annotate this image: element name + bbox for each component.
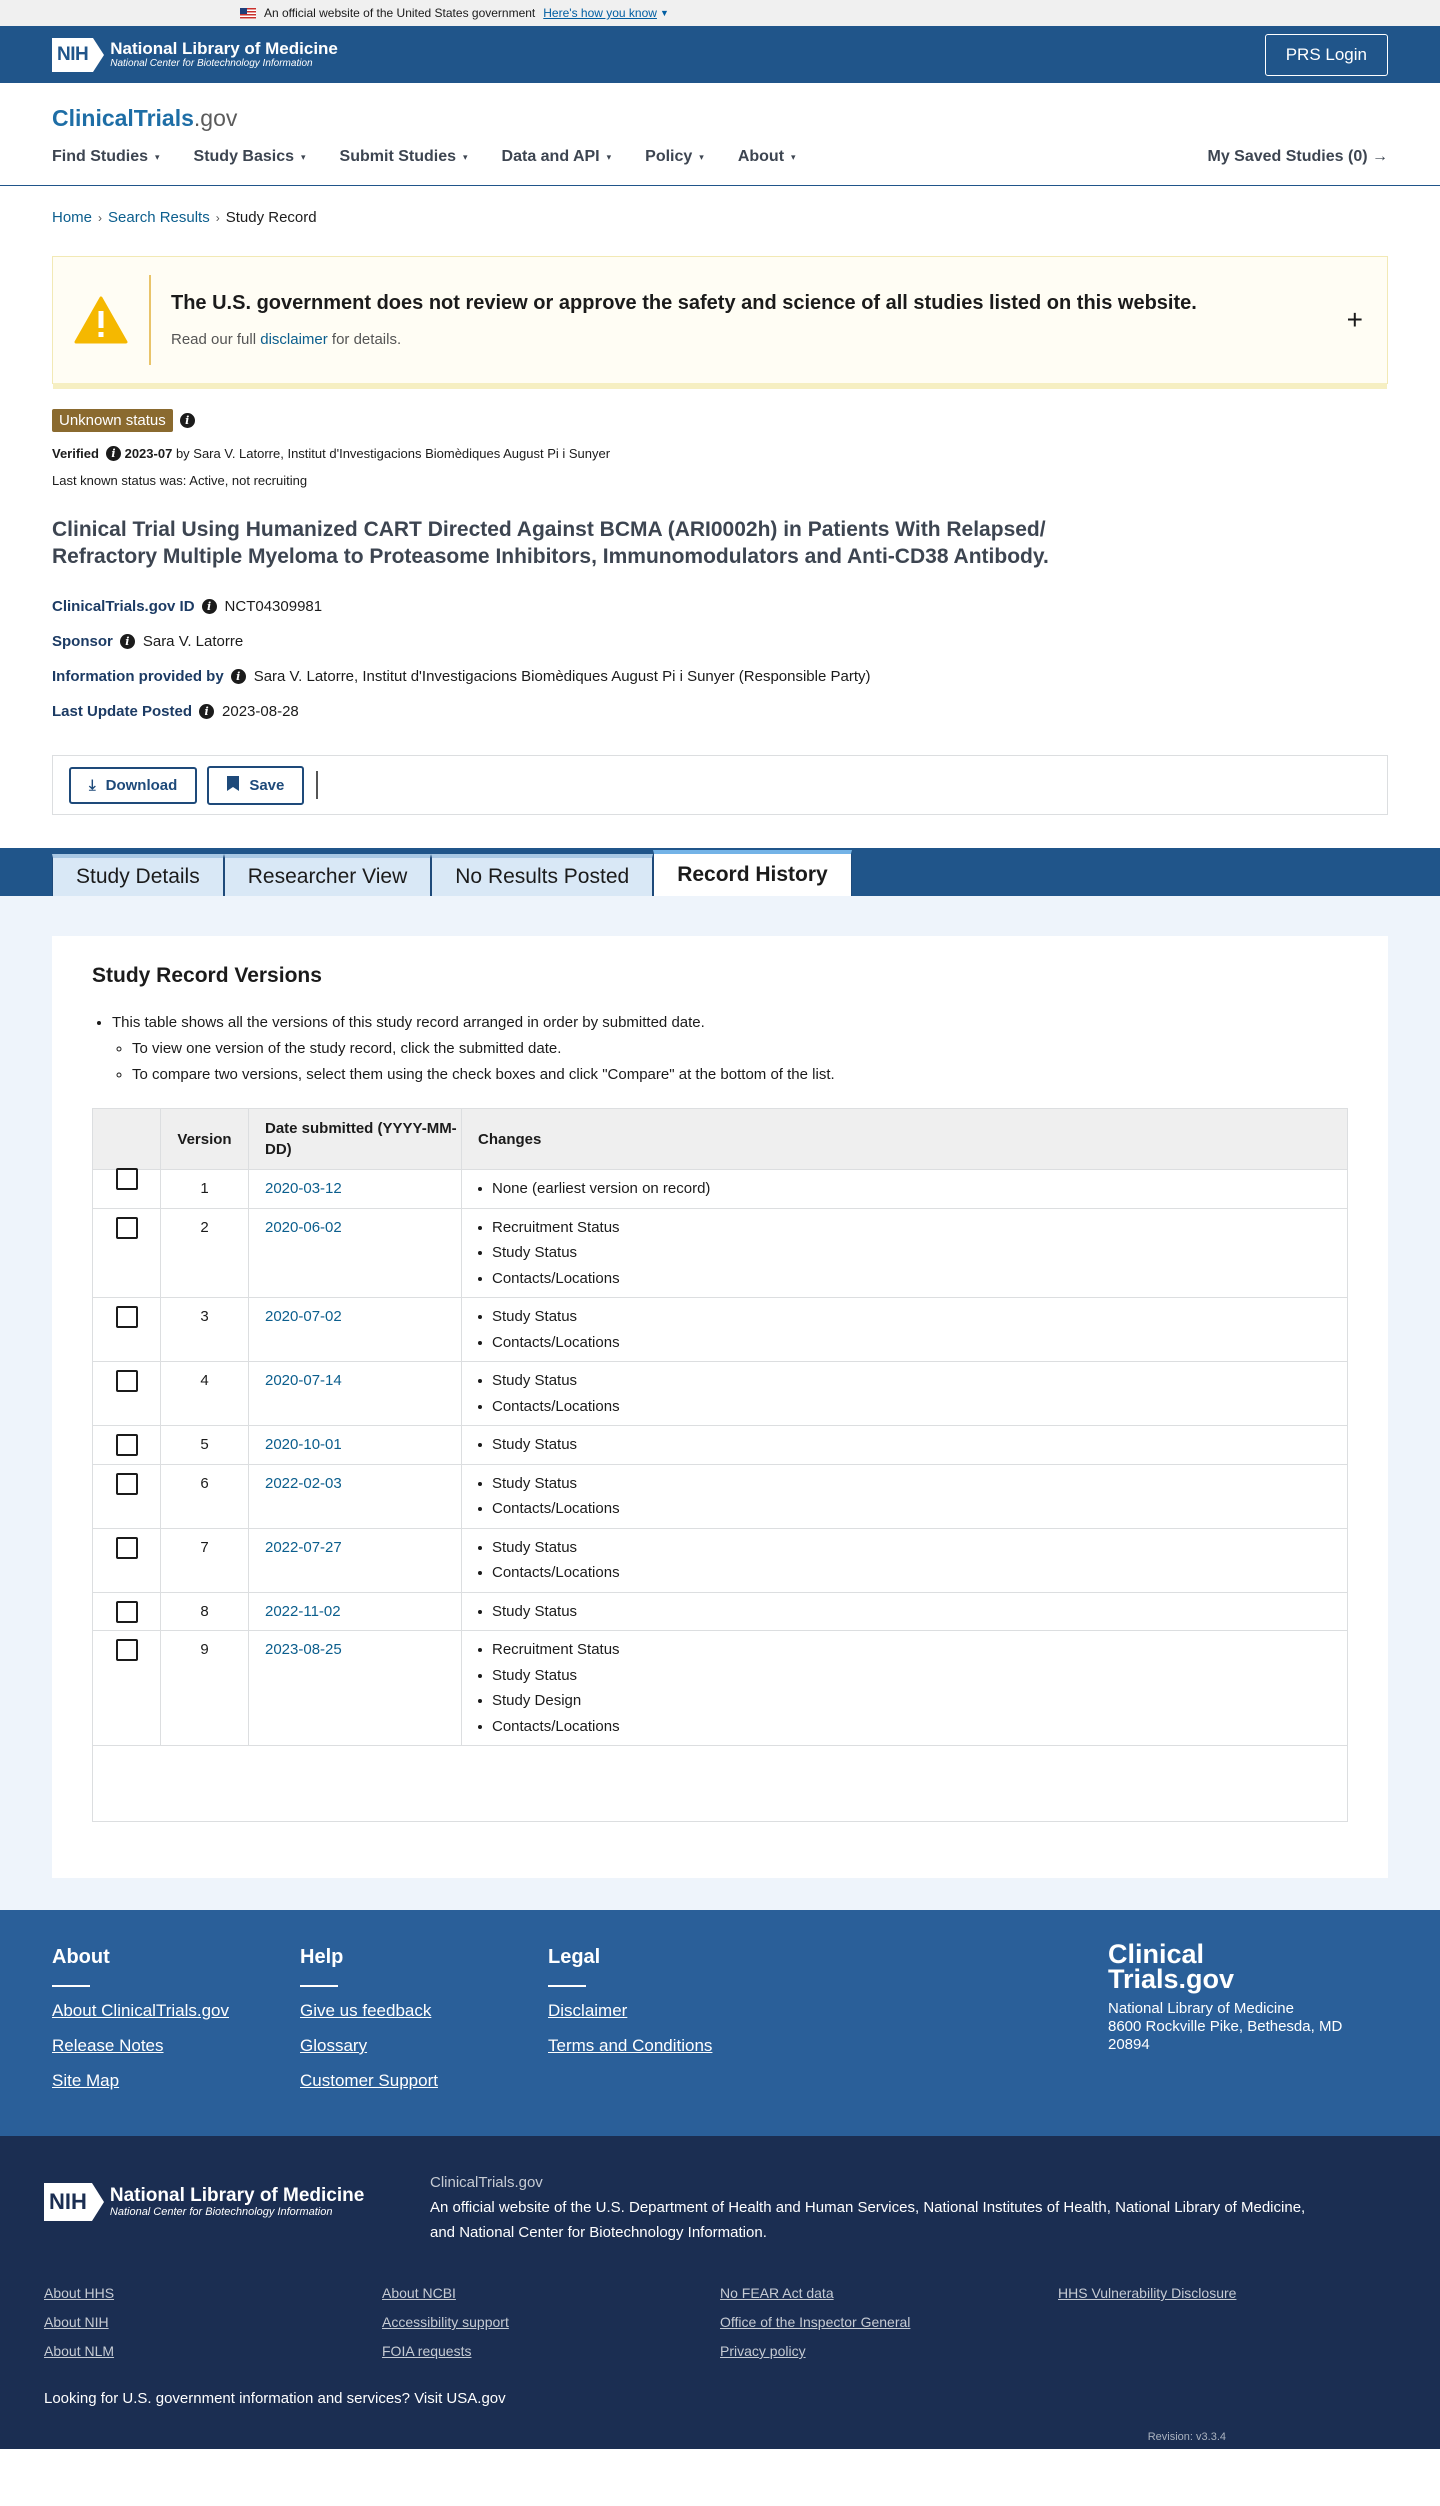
instructions-list	[92, 1010, 1348, 1088]
arrow-right-icon: →	[1372, 148, 1388, 165]
version-number: 8	[161, 1593, 249, 1631]
footer-link-about-nih[interactable]: About NIH	[44, 2314, 109, 2330]
download-button[interactable]: ⤓ Download	[69, 767, 197, 804]
save-button[interactable]: Save	[207, 766, 304, 805]
change-item: Study Status	[478, 1368, 1347, 1394]
main-nav	[52, 148, 1388, 166]
version-date-link[interactable]: 2022-11-02	[265, 1602, 341, 1620]
change-item: Study Status	[478, 1663, 1347, 1689]
usa-gov-line: Looking for U.S. government information and services? Visit USA.gov	[44, 2390, 506, 2407]
download-icon: ⤓	[89, 776, 96, 794]
change-item: Study Status	[478, 1599, 1347, 1625]
site-header	[0, 83, 1440, 186]
footer-help	[300, 1946, 548, 2136]
section-title: Study Record Versions	[92, 964, 322, 987]
last-update-label: Last Update Posted	[52, 703, 193, 720]
change-item: None (earliest version on record)	[478, 1176, 1347, 1202]
col-version: Version	[161, 1109, 249, 1169]
footer-description: ClinicalTrials.gov An official website of the U.S. Department of Health and Human Services, National Institutes of Health, National Library of Medicine, and National Center for Biotechnology Information.	[430, 2174, 1306, 2241]
sponsor-label: Sponsor	[52, 633, 113, 650]
version-number: 4	[161, 1362, 249, 1425]
footer-about	[52, 1946, 300, 2136]
breadcrumb-search-results[interactable]: Search Results	[108, 209, 210, 226]
content-area	[0, 896, 1440, 1910]
my-saved-studies-link[interactable]: My Saved Studies (0) →	[1207, 148, 1388, 165]
versions-table	[92, 1108, 1348, 1822]
chevron-down-icon: ▾	[791, 151, 796, 162]
nih-link[interactable]: National Institutes of Health	[923, 2199, 1107, 2216]
revision: Revision: v3.3.4	[1147, 2431, 1226, 2443]
version-number: 2	[161, 1209, 249, 1298]
version-number: 6	[161, 1465, 249, 1528]
clinicaltrials-logo[interactable]: ClinicalTrials.gov	[52, 105, 238, 131]
nlm-footer-logo[interactable]: NIH National Library of Medicine National Center for Biotechnology Information	[44, 2182, 430, 2222]
version-date-link[interactable]: 2022-07-27	[265, 1538, 342, 1556]
table-row	[93, 1208, 1347, 1298]
nav-find-studies[interactable]: Find Studies ▾	[52, 148, 160, 165]
footer-link-give-us-feedback[interactable]: Give us feedback	[300, 2001, 432, 2020]
footer-link-hhs-vulnerability-disclosure[interactable]: HHS Vulnerability Disclosure	[1058, 2285, 1237, 2301]
version-number: 9	[161, 1631, 249, 1745]
chevron-down-icon: ▾	[606, 151, 612, 162]
chevron-right-icon: ›	[215, 211, 220, 225]
note-item: ◦ To view one version of the study record, click the submitted date.	[132, 1036, 1348, 1062]
study-meta	[52, 589, 1388, 729]
disclaimer-title: The U.S. government does not review or approve the safety and science of all studies listed on this website.	[171, 292, 1197, 314]
nav-submit-studies[interactable]: Submit Studies ▾	[339, 148, 468, 165]
info-icon[interactable]: i	[199, 704, 214, 719]
us-flag-icon	[240, 8, 256, 19]
table-row	[93, 1464, 1347, 1528]
footer-org: National Library of Medicine	[1108, 2000, 1294, 2017]
version-number: 1	[161, 1170, 249, 1208]
version-checkbox[interactable]	[116, 1601, 138, 1623]
footer-link-no-fear-act-data[interactable]: No FEAR Act data	[720, 2285, 834, 2301]
version-date-link[interactable]: 2022-02-03	[265, 1474, 342, 1492]
expand-plus-icon[interactable]: +	[1346, 304, 1363, 335]
footer-link-accessibility-support[interactable]: Accessibility support	[382, 2314, 509, 2330]
table-header	[93, 1109, 1347, 1169]
verified-line: Verified i 2023-07 by Sara V. Latorre, Institut d'Investigacions Biomèdiques August Pi i Sunyer	[52, 446, 611, 461]
change-item: Study Status	[478, 1535, 1347, 1561]
change-item: Contacts/Locations	[478, 1266, 1347, 1292]
footer-legal	[548, 1946, 796, 2136]
change-item: Recruitment Status	[478, 1215, 1347, 1241]
version-number: 3	[161, 1298, 249, 1361]
nav-study-basics[interactable]: Study Basics ▾	[193, 148, 306, 165]
footer-link-release-notes[interactable]: Release Notes	[52, 2036, 164, 2055]
change-item: Study Status	[478, 1304, 1347, 1330]
tab-no-results-posted[interactable]: No Results Posted	[431, 854, 653, 896]
footer-link-about-ncbi[interactable]: About NCBI	[382, 2285, 456, 2301]
chevron-down-icon: ▾	[463, 151, 468, 162]
change-item: Study Status	[478, 1432, 1347, 1458]
nav-data-and-api[interactable]: Data and API ▾	[501, 148, 612, 165]
warning-icon	[53, 275, 151, 365]
footer-link-privacy-policy[interactable]: Privacy policy	[720, 2343, 806, 2359]
version-date-link[interactable]: 2020-07-02	[265, 1308, 342, 1325]
table-row	[93, 1528, 1347, 1592]
disclaimer-alert	[52, 256, 1388, 384]
footer-link-about-nlm[interactable]: About NLM	[44, 2343, 115, 2359]
nlm-footer	[0, 2136, 1440, 2449]
tab-record-history[interactable]: Record History	[653, 850, 852, 896]
change-item: Contacts/Locations	[478, 1496, 1347, 1522]
nav-policy[interactable]: Policy ▾	[645, 148, 704, 165]
footer-link-glossary[interactable]: Glossary	[300, 2036, 368, 2055]
footer-links	[44, 2285, 1396, 2372]
breadcrumb-home[interactable]: Home	[52, 209, 93, 226]
footer-address: 8600 Rockville Pike, Bethesda, MD 20894	[1108, 2018, 1343, 2053]
table-row	[93, 1425, 1347, 1464]
info-icon[interactable]: i	[120, 634, 135, 649]
version-checkbox[interactable]	[116, 1168, 138, 1190]
status-badge: Unknown status	[52, 409, 173, 432]
prs-login-button[interactable]: PRS Login	[1265, 34, 1388, 76]
last-update-value: 2023-08-28	[222, 703, 299, 720]
tab-study-details[interactable]: Study Details	[52, 854, 224, 896]
disclaimer-text: Read our full disclaimer for details.	[171, 331, 402, 348]
tab-researcher-view[interactable]: Researcher View	[224, 854, 432, 896]
footer-heading: Legal	[548, 1946, 601, 1968]
visit-usa-gov-link[interactable]: Visit USA.gov	[414, 2390, 506, 2407]
table-row	[93, 1592, 1347, 1631]
change-item: Study Status	[478, 1240, 1347, 1266]
ncbi-subtitle: National Center for Biotechnology Information	[110, 58, 313, 69]
study-tabs	[0, 848, 1440, 896]
footer-link-disclaimer[interactable]: Disclaimer	[548, 2001, 628, 2020]
chevron-down-icon: ▾	[699, 151, 704, 162]
table-row	[93, 1169, 1347, 1208]
gov-banner-text: An official website of the United States government	[264, 6, 536, 20]
info-icon[interactable]: i	[106, 446, 121, 461]
version-checkbox[interactable]	[116, 1537, 138, 1559]
nav-about[interactable]: About ▾	[737, 148, 796, 165]
info-provided-value: Sara V. Latorre, Institut d'Investigacions Biomèdiques August Pi i Sunyer (Responsible Party)	[253, 668, 871, 685]
footer-link-site-map[interactable]: Site Map	[52, 2071, 120, 2090]
version-checkbox[interactable]	[116, 1217, 138, 1239]
table-row	[93, 1297, 1347, 1361]
change-item: Study Status	[478, 1471, 1347, 1497]
last-known-status: Last known status was: Active, not recruiting	[52, 473, 308, 488]
ncbi-link[interactable]: National Center for Biotechnology Information	[459, 2224, 763, 2241]
version-checkbox[interactable]	[116, 1639, 138, 1661]
info-provided-label: Information provided by	[52, 668, 224, 685]
sponsor-value: Sara V. Latorre	[142, 633, 244, 650]
disclaimer-link[interactable]: disclaimer	[260, 331, 328, 348]
chevron-right-icon: ›	[98, 211, 103, 225]
text-cursor	[316, 771, 318, 799]
action-bar	[52, 755, 1388, 815]
note-item: ◦ To compare two versions, select them using the check boxes and click "Compare" at the bottom of the list.	[132, 1062, 1348, 1088]
nih-header	[0, 26, 1440, 83]
gov-banner	[0, 0, 1440, 26]
change-item: Contacts/Locations	[478, 1330, 1347, 1356]
footer-link-terms-and-conditions[interactable]: Terms and Conditions	[548, 2036, 713, 2055]
version-checkbox[interactable]	[116, 1306, 138, 1328]
footer-link-about-clinicaltrials-gov[interactable]: About ClinicalTrials.gov	[52, 2001, 229, 2020]
site-footer	[0, 1910, 1440, 2136]
table-footer	[93, 1745, 1347, 1821]
nih-badge: NIH	[52, 38, 93, 72]
change-item: Study Design	[478, 1688, 1347, 1714]
footer-link-customer-support[interactable]: Customer Support	[300, 2071, 438, 2090]
info-icon[interactable]: i	[180, 413, 195, 428]
col-date: Date submitted (YYYY-MM-DD)	[249, 1109, 462, 1169]
version-checkbox[interactable]	[116, 1473, 138, 1495]
footer-link-about-hhs[interactable]: About HHS	[44, 2285, 115, 2301]
version-date-link[interactable]: 2020-06-02	[265, 1218, 342, 1236]
footer-heading: Help	[300, 1946, 344, 1968]
version-number: 5	[161, 1426, 249, 1464]
nih-logo[interactable]	[52, 38, 338, 72]
info-icon[interactable]: i	[231, 669, 246, 684]
chevron-down-icon: ▾	[155, 151, 160, 162]
chevron-down-icon: ▼	[659, 8, 669, 18]
breadcrumb	[0, 186, 1440, 256]
id-label: ClinicalTrials.gov ID	[52, 598, 195, 615]
footer-link-office-of-the-inspector-general[interactable]: Office of the Inspector General	[720, 2314, 911, 2330]
footer-heading: About	[52, 1946, 110, 1968]
record-history-card	[52, 936, 1388, 1878]
change-item: Contacts/Locations	[478, 1560, 1347, 1586]
version-date-link[interactable]: 2020-03-12	[265, 1180, 342, 1197]
version-checkbox[interactable]	[116, 1370, 138, 1392]
nct-id: NCT04309981	[224, 598, 323, 615]
change-item: Contacts/Locations	[478, 1714, 1347, 1740]
footer-link-foia-requests[interactable]: FOIA requests	[382, 2343, 472, 2359]
bookmark-icon	[227, 776, 239, 795]
change-item: Contacts/Locations	[478, 1394, 1347, 1420]
footer-logo[interactable]: Clinical Trials.gov National Library of Medicine 8600 Rockville Pike, Bethesda, MD 20894	[1108, 1942, 1368, 2054]
table-row	[93, 1630, 1347, 1745]
chevron-down-icon: ▾	[301, 151, 306, 162]
col-changes: Changes	[478, 1130, 542, 1148]
version-date-link[interactable]: 2020-10-01	[265, 1436, 342, 1453]
nlm-title: National Library of Medicine	[110, 39, 338, 58]
study-title: Clinical Trial Using Humanized CART Directed Against BCMA (ARI0002h) in Patients With Relapsed/ Refractory Multiple Myeloma to Proteasome Inhibitors, Immunomodulators and Anti-CD38 Antibody.	[52, 518, 1049, 568]
version-checkbox[interactable]	[116, 1434, 138, 1456]
nlm-link[interactable]: National Library of Medicine	[1115, 2199, 1302, 2216]
heres-how-you-know-link[interactable]: Here's how you know	[543, 6, 657, 20]
info-icon[interactable]: i	[202, 599, 217, 614]
change-item: Recruitment Status	[478, 1637, 1347, 1663]
version-date-link[interactable]: 2020-07-14	[265, 1372, 342, 1389]
breadcrumb-current: Study Record	[225, 209, 317, 226]
hhs-link[interactable]: U.S. Department of Health and Human Services	[595, 2199, 915, 2216]
version-number: 7	[161, 1529, 249, 1592]
status-area	[0, 384, 1440, 729]
table-row	[93, 1361, 1347, 1425]
note-item: • This table shows all the versions of this study record arranged in order by submitted date.	[112, 1010, 1348, 1036]
version-date-link[interactable]: 2023-08-25	[265, 1641, 342, 1658]
